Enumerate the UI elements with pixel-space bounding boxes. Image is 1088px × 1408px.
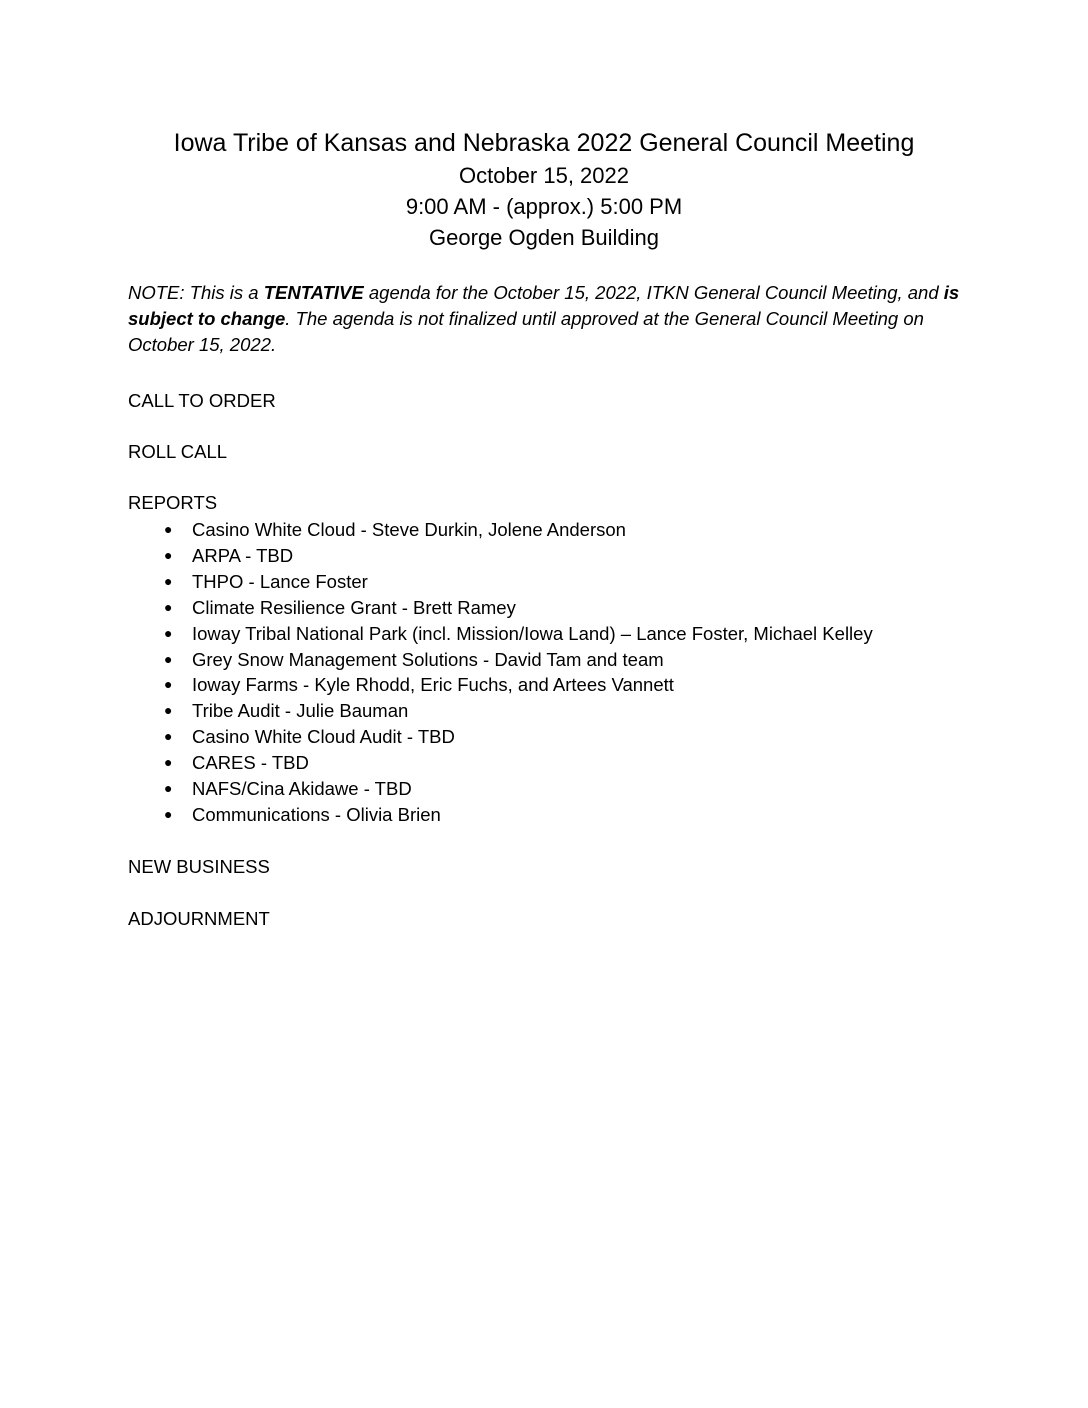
- section-reports: REPORTS: [128, 492, 218, 513]
- document-page: [128, 126, 960, 932]
- bullet-icon: ●: [164, 780, 173, 797]
- report-item-text: Casino White Cloud Audit - TBD: [192, 726, 455, 748]
- meeting-location: George Ogden Building: [429, 225, 659, 250]
- note-text-1: NOTE: This is a: [128, 282, 264, 303]
- note-bold-tentative: TENTATIVE: [263, 282, 364, 303]
- report-item: [128, 543, 960, 569]
- document-header: [128, 126, 960, 253]
- report-item: [128, 724, 960, 750]
- bullet-icon: ●: [164, 598, 173, 615]
- report-item: [128, 569, 960, 595]
- section-adjournment: ADJOURNMENT: [128, 907, 270, 929]
- report-item-text: Tribe Audit - Julie Bauman: [192, 700, 409, 722]
- report-item-text: Climate Resilience Grant - Brett Ramey: [192, 596, 516, 618]
- report-item-text: Ioway Tribal National Park (incl. Mission/Iowa Land) – Lance Foster, Michael Kelley: [192, 622, 873, 644]
- report-item-text: ARPA - TBD: [192, 544, 294, 566]
- bullet-icon: ●: [164, 546, 173, 563]
- note-bold-subject-to-change: is subject to change: [128, 282, 960, 329]
- report-item-text: CARES - TBD: [192, 752, 309, 774]
- section-call-to-order: CALL TO ORDER: [128, 390, 276, 411]
- bullet-icon: ●: [164, 650, 173, 667]
- bullet-icon: ●: [164, 624, 173, 641]
- report-item: [128, 750, 960, 776]
- bullet-icon: ●: [164, 754, 173, 771]
- report-item: [128, 647, 960, 673]
- report-item-text: Grey Snow Management Solutions - David Tam and team: [192, 648, 664, 670]
- bullet-icon: ●: [164, 521, 173, 537]
- report-item-text: THPO - Lance Foster: [192, 570, 368, 592]
- bullet-icon: ●: [164, 676, 173, 693]
- report-item: [128, 517, 960, 543]
- meeting-date: October 15, 2022: [458, 163, 629, 188]
- bullet-icon: ●: [164, 572, 173, 589]
- report-item: [128, 595, 960, 621]
- document-title: Iowa Tribe of Kansas and Nebraska 2022 General Council Meeting: [173, 129, 915, 157]
- section-new-business: NEW BUSINESS: [128, 855, 270, 877]
- note-text-3: . The agenda is not finalized until approved at the General Council Meeting on October 15, 2022.: [128, 308, 924, 355]
- report-item-text: Casino White Cloud - Steve Durkin, Jolene Anderson: [192, 519, 626, 540]
- report-item-text: Ioway Farms - Kyle Rhodd, Eric Fuchs, and Artees Vannett: [192, 674, 674, 696]
- tentative-note: [128, 280, 960, 358]
- report-item: [128, 621, 960, 647]
- bullet-icon: ●: [164, 728, 173, 745]
- meeting-time: 9:00 AM - (approx.) 5:00 PM: [405, 194, 683, 219]
- report-item-text: Communications - Olivia Brien: [192, 803, 441, 825]
- section-roll-call: ROLL CALL: [128, 441, 228, 462]
- report-item: [128, 802, 960, 828]
- report-item-text: NAFS/Cina Akidawe - TBD: [192, 778, 412, 800]
- bullet-icon: ●: [164, 702, 173, 719]
- reports-list: [128, 517, 960, 828]
- report-item: [128, 698, 960, 724]
- report-item: [128, 672, 960, 698]
- report-item: [128, 776, 960, 802]
- bullet-icon: ●: [164, 805, 173, 822]
- note-text-2: agenda for the October 15, 2022, ITKN General Council Meeting, and: [363, 282, 944, 303]
